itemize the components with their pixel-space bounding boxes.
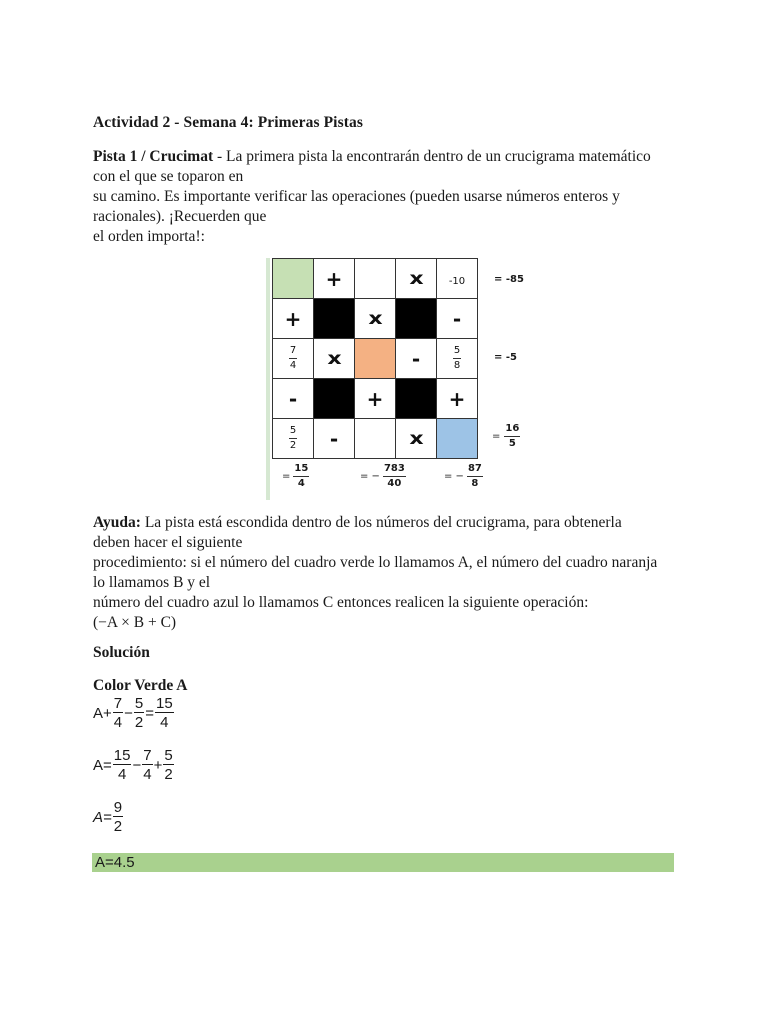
eq-operator: − [132, 756, 142, 774]
grid-cell [355, 379, 396, 419]
grid-cell [437, 339, 478, 379]
minus-operator: - [411, 346, 421, 371]
equation-1 [93, 696, 175, 730]
col-1-result [282, 464, 309, 489]
grid-cell [396, 419, 437, 459]
numerator: 7 [113, 695, 123, 712]
numerator: 15 [155, 695, 173, 712]
pista-label: Pista 1 / Crucimat [93, 148, 214, 165]
plus-operator: + [284, 306, 302, 331]
black-cell [314, 379, 355, 419]
minus-operator: - [288, 386, 298, 411]
denominator: 4 [113, 714, 123, 731]
result-fraction [293, 464, 309, 489]
eq-operator: − [124, 704, 133, 722]
grid-cell [355, 259, 396, 299]
grid-row-3 [273, 339, 478, 379]
row-5-result [492, 424, 520, 449]
denominator: 8 [453, 359, 461, 371]
eq-fraction [134, 696, 144, 730]
grid-row-2 [273, 299, 478, 339]
times-operator: x [408, 268, 424, 289]
grid-cell [437, 379, 478, 419]
numerator: 15 [293, 464, 309, 477]
black-cell [314, 299, 355, 339]
cell-fraction [289, 346, 297, 371]
green-cell-a [273, 259, 314, 299]
equals-sign: = − [360, 471, 380, 482]
grid-cell [437, 259, 478, 299]
numerator: 5 [453, 346, 461, 359]
numerator: 5 [289, 426, 297, 439]
grid-cell [314, 419, 355, 459]
grid-cell [273, 339, 314, 379]
numerator: 15 [113, 747, 131, 764]
ayuda-line-1 [93, 513, 693, 533]
row-1-result: = -85 [494, 274, 524, 285]
col-3-result [360, 464, 406, 489]
grid-cell [273, 299, 314, 339]
eq-fraction [113, 748, 132, 782]
denominator: 4 [143, 766, 152, 783]
grid-cell [273, 379, 314, 419]
ayuda-formula: (−A × B + C) [93, 614, 177, 631]
col-5-result [444, 464, 483, 489]
grid-cell [396, 259, 437, 299]
figure-border-accent [266, 258, 270, 500]
pista-line-5: el orden importa!: [93, 228, 205, 245]
ayuda-line-4: lo llamamos B y el [93, 574, 211, 591]
denominator: 40 [387, 478, 402, 489]
minus-operator: - [452, 306, 462, 331]
crucimat-grid [272, 258, 478, 459]
crucimat-figure [266, 256, 546, 502]
result-fraction [383, 464, 406, 489]
denominator: 8 [471, 478, 479, 489]
numerator: 783 [383, 464, 406, 477]
equals-sign: = [282, 471, 291, 482]
solution-heading: Solución [93, 644, 150, 661]
denominator: 2 [113, 818, 123, 835]
grid-row-4 [273, 379, 478, 419]
minus-operator: - [329, 426, 339, 451]
plus-operator: + [325, 266, 343, 291]
eq-fraction [142, 748, 152, 782]
denominator: 2 [289, 439, 297, 451]
grid-row-1 [273, 259, 478, 299]
plus-operator: + [448, 386, 466, 411]
denominator: 2 [164, 766, 173, 783]
plus-operator: + [366, 386, 384, 411]
times-operator: x [408, 428, 424, 449]
denominator: 4 [289, 359, 297, 371]
eq-term: A= [93, 808, 112, 826]
equals-sign: = [492, 431, 501, 442]
result-fraction [467, 464, 483, 489]
eq-operator: = [145, 704, 154, 722]
pista-line-1 [93, 147, 693, 167]
times-operator: x [367, 308, 383, 329]
equation-2 [93, 748, 175, 782]
ayuda-text-1: La pista está escondida dentro de los números del crucigrama, para obtenerla [140, 514, 622, 531]
pista-line-3: su camino. Es importante verificar las operaciones (pueden usarse números enteros y [93, 188, 620, 205]
numerator: 7 [289, 346, 297, 359]
numerator: 16 [504, 424, 520, 437]
solution-subheading: Color Verde A [93, 677, 188, 694]
ayuda-line-5: número del cuadro azul lo llamamos C entonces realicen la siguiente operación: [93, 594, 589, 611]
denominator: 4 [117, 766, 127, 783]
numerator: 5 [134, 695, 144, 712]
grid-cell [355, 299, 396, 339]
pista-text-1: - La primera pista la encontrarán dentro de un crucigrama matemático [213, 148, 651, 165]
pista-line-2: con el que se toparon en [93, 168, 244, 185]
result-fraction [504, 424, 520, 449]
numerator: 7 [143, 747, 152, 764]
grid-cell [314, 259, 355, 299]
black-cell [396, 299, 437, 339]
pista-line-4: racionales). ¡Recuerden que [93, 208, 267, 225]
ayuda-line-3: procedimiento: si el número del cuadro verde lo llamamos A, el número del cuadro naranja [93, 554, 658, 571]
denominator: 2 [134, 714, 144, 731]
ayuda-line-2: deben hacer el siguiente [93, 534, 243, 551]
blue-cell-c [437, 419, 478, 459]
eq-fraction [163, 748, 173, 782]
denominator: 4 [297, 478, 305, 489]
cell-fraction [289, 426, 297, 451]
orange-cell-b [355, 339, 396, 379]
row-3-result: = -5 [494, 352, 517, 363]
numerator: 5 [164, 747, 173, 764]
ayuda-label: Ayuda: [93, 514, 141, 531]
result-highlight: A=4.5 [92, 853, 674, 872]
black-cell [396, 379, 437, 419]
eq-fraction [113, 800, 123, 834]
grid-row-5 [273, 419, 478, 459]
grid-cell [437, 299, 478, 339]
equation-3 [93, 800, 124, 834]
denominator: 4 [160, 714, 169, 731]
numerator: 87 [467, 464, 483, 477]
denominator: 5 [508, 438, 516, 449]
eq-fraction [113, 696, 123, 730]
pista-paragraph [93, 147, 693, 247]
eq-fraction [155, 696, 174, 730]
eq-term: A+ [93, 704, 112, 722]
numerator: 9 [113, 799, 123, 816]
page-title: Actividad 2 - Semana 4: Primeras Pistas [93, 114, 363, 131]
cell-fraction [453, 346, 461, 371]
eq-term: A= [93, 756, 112, 774]
ayuda-paragraph [93, 513, 693, 633]
grid-cell [314, 339, 355, 379]
grid-cell [355, 419, 396, 459]
equals-sign: = − [444, 471, 464, 482]
cell-value: -10 [448, 276, 466, 287]
grid-cell [396, 339, 437, 379]
eq-operator: + [153, 756, 163, 774]
times-operator: x [326, 348, 342, 369]
grid-cell [273, 419, 314, 459]
